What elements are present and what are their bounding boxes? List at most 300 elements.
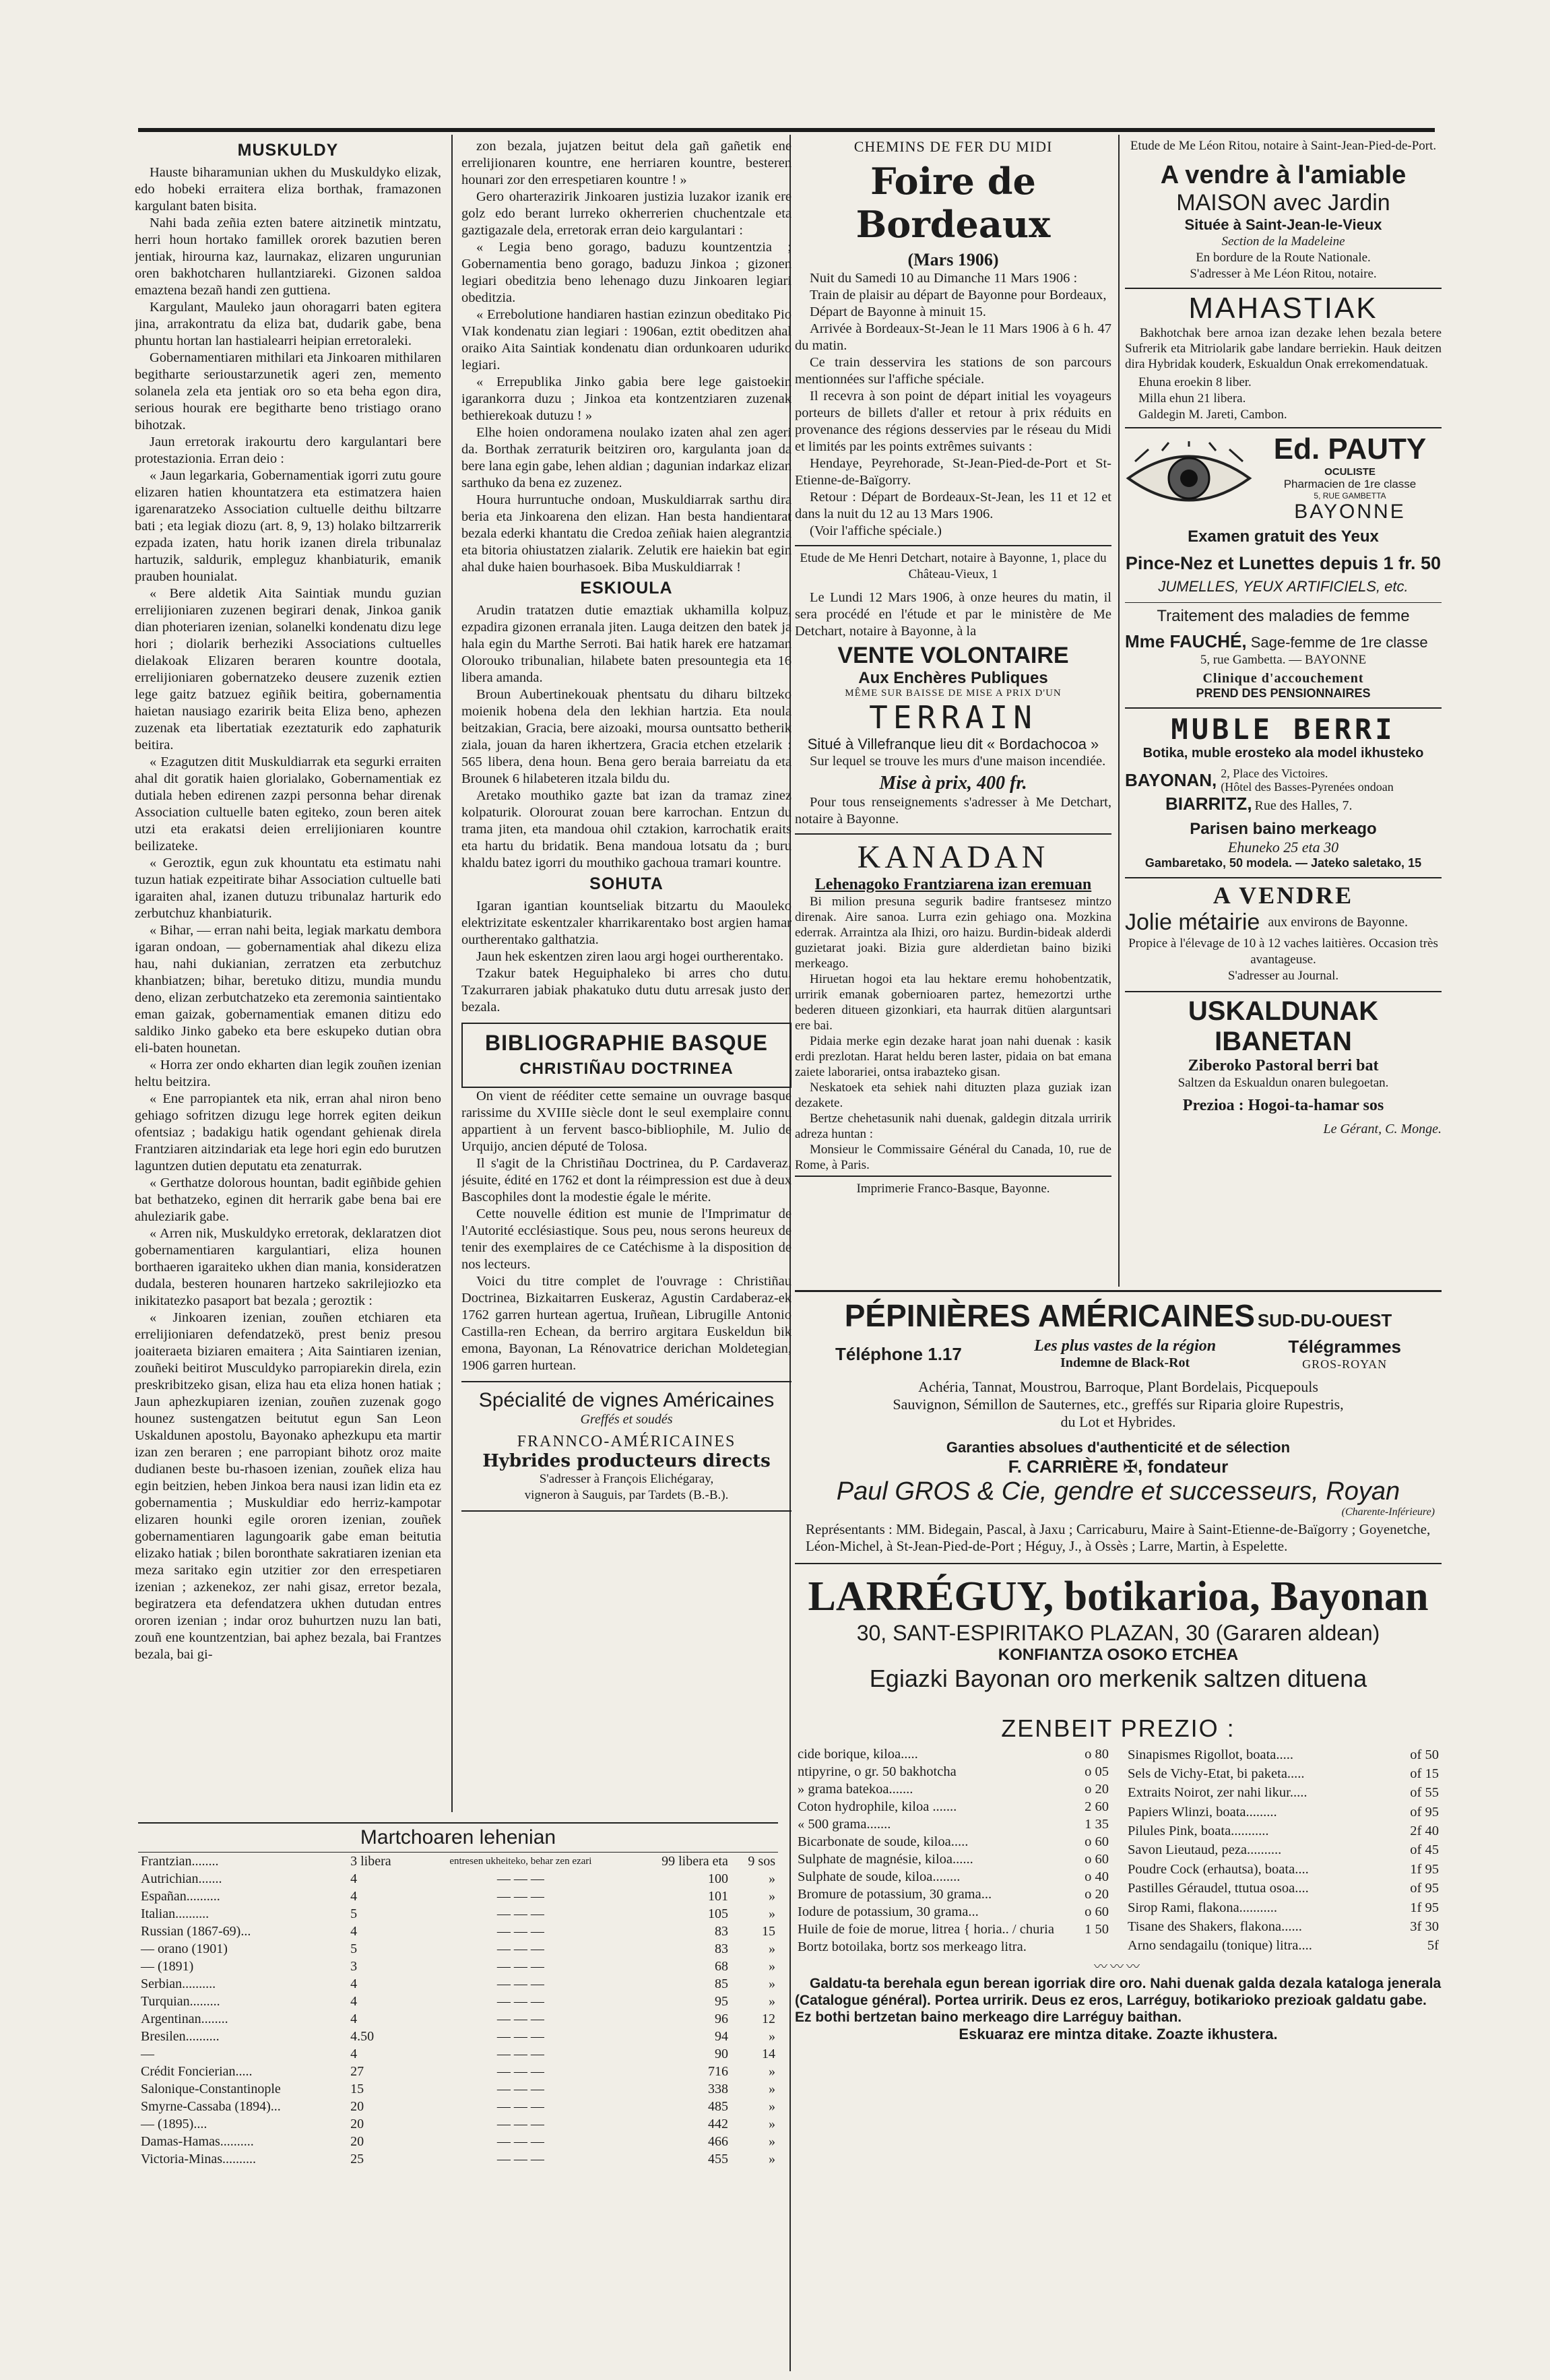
bourse-cell: 101: [707, 1888, 728, 1904]
kanadan-title: KANADAN: [857, 839, 1050, 875]
paragraph: « Arren nik, Muskuldyko erretorak, deklaratzen diot gobernamentiaren kargulantiari, eliza hounen borthaeren igaraiteko ukhen dian mania, konsideratzen dudala, besteren hounaren hartzeko sakrilejiozko eta inikitatezko pasaport bat bezala ; geroztik :: [135, 1226, 441, 1308]
paragraph: Neskatoek eta sehiek nahi dituzten plaza guziak izan dezakete.: [795, 1081, 1111, 1110]
gros-royan: GROS-ROYAN: [1302, 1357, 1388, 1371]
paragraph: Broun Aubertinekouak phentsatu du diharu biltzeko moienik hobena dela den lekhian hartzia. Eta noula beitzakian, Gracia, bere aizoaki, moursa ountsatto betherik ziala, jouan da haren ikhertzera, Gracia etchen etzelarik : 565 libera, dena houn. Bena gero beraia barreiatu da eta Brounek 6 hilabeteren itzala bildu du.: [461, 687, 792, 786]
paragraph: Cette nouvelle édition est munie de l'Imprimatur de l'Autorité ecclésiastique. Sous peu, nous serons heureux de tenir des exemplaires de ce Catéchisme à la disposition de nos lecteurs.: [461, 1207, 792, 1272]
bourse-cell: — orano (1901): [141, 1941, 228, 1956]
bourse-cell: 99 libera eta: [661, 1853, 728, 1869]
price-value: [1079, 1938, 1111, 1956]
bourse-row: [138, 2150, 778, 2168]
paragraph: « Legia beno gorago, baduzu kountzentzia ; Gobernamentia beno gorago, baduzu Jinkoa ; gizonen legiari obeditzia beno lehenago duzu Jinkoaren legiari obeditzia.: [461, 240, 792, 305]
price-value: o 60: [1085, 1851, 1109, 1867]
price-row: [795, 1833, 1111, 1851]
bourse-cell: 4: [350, 1923, 358, 1939]
ad-vignes: [461, 1381, 792, 1512]
bourse-cell: — — —: [496, 2063, 544, 2079]
price-row: [795, 1763, 1111, 1780]
column-muskuldy: [135, 138, 441, 1836]
journal: S'adresser au Journal.: [1227, 969, 1339, 983]
bourse-cell: — (1895)....: [141, 2116, 207, 2131]
mahastiak-line: Galdegin M. Jareti, Cambon.: [1138, 408, 1287, 422]
price-item: Sulphate de soude, kiloa........: [798, 1869, 961, 1884]
bourse-cell: Damas-Hamas..........: [141, 2133, 254, 2149]
gambaretako: Gambaretako, 50 modela. — Jateko saletako, 15: [1144, 856, 1422, 870]
vastes: Les plus vastes de la région: [1034, 1337, 1217, 1355]
carriere: F. CARRIÈRE ✠, fondateur: [1008, 1456, 1229, 1477]
price-row: [795, 1938, 1111, 1956]
rail-body: [795, 270, 1111, 540]
paragraph: Monsieur le Commissaire Général du Canada, 10, rue de Rome, à Paris.: [795, 1143, 1111, 1172]
price-row: [1125, 1745, 1442, 1764]
paragraph: (Voir l'affiche spéciale.): [810, 523, 942, 538]
price-value: of 15: [1410, 1766, 1439, 1782]
bourse-cell: 20: [350, 2116, 364, 2131]
price-row: [1125, 1898, 1442, 1917]
bourse-cell: Españan..........: [141, 1888, 220, 1904]
clinique: Clinique d'accouchement: [1202, 671, 1364, 686]
paragraph: Train de plaisir au départ de Bayonne pour Bordeaux,: [810, 288, 1107, 302]
pauty-pharm: Pharmacien de 1re classe: [1283, 478, 1417, 490]
price-item: Tisane des Shakers, flakona......: [1128, 1919, 1302, 1934]
price-item: Sirop Rami, flakona...........: [1128, 1900, 1278, 1915]
bayonan-label: BAYONAN,: [1125, 769, 1217, 790]
price-row: [1125, 1860, 1442, 1879]
bourse-cell: Argentinan........: [141, 2011, 228, 2026]
bourse-cell: 14: [762, 2046, 775, 2061]
telegrammes: Télégrammes: [1288, 1337, 1401, 1357]
mahastiak-line: Milla ehun 21 libera.: [1138, 391, 1246, 406]
price-list-right: [1125, 1745, 1442, 1956]
bourse-row: [138, 1905, 778, 1923]
price-row: [1125, 1822, 1442, 1840]
paragraph: « Bihar, — erran nahi beita, legiak markatu dembora igaran ondoan, — gobernamentiak ahal dikezu eliza hau, nahi dukianian, zerratzen eta zerbutchuz khanbiatzen; bihar, beretuko ditizu, mundia mundu deno, elizan zerbutchatzeko eta zeremonia saintientako eman gaizak, gobernamentiak emanen ditizu edo saldiko Jinko gabeko eta bere eskupeko dutian obra eli-baten hounetan.: [135, 923, 441, 1056]
pepinieres-info: [795, 1334, 1442, 1374]
bourse-cell: 4: [350, 2011, 358, 2026]
maison: MAISON avec Jardin: [1176, 190, 1390, 216]
bourse-cell: 716: [707, 2063, 728, 2079]
larreguy-konfiantza: KONFIANTZA OSOKO ETCHEA: [998, 1646, 1239, 1664]
paragraph: « Ene parropiantek eta nik, erran ahal niron beno gehiago sofritzen dizugu lege horrek egiten deikun ofentsiaz ; badakigu hatik ogendant gehienak direla Frantziaren aitzindariak eta lege hori egin edo burutzen laguntzen dutien deputatu eta zenaturrak.: [135, 1091, 441, 1173]
bourse-cell: 94: [714, 2028, 728, 2044]
bourse-cell: Italian..........: [141, 1906, 209, 1921]
bourse-cell: —: [141, 2046, 154, 2061]
bourse-cell: 455: [707, 2151, 728, 2166]
paragraph: Jaun erretorak irakourtu dero kargulantari bere protestazionia. Erran deio :: [135, 435, 441, 466]
bourse-cell: »: [769, 1906, 775, 1921]
column-four: [1125, 138, 1442, 1297]
price-value: 2f 40: [1410, 1824, 1439, 1839]
ad-line: FRANNCO-AMÉRICAINES: [517, 1433, 736, 1450]
article-body: [461, 602, 792, 872]
bourse-cell: Crédit Foncierian.....: [141, 2063, 253, 2079]
ritou-head: Etude de Me Léon Ritou, notaire à Saint-Jean-Pied-de-Port.: [1130, 139, 1437, 153]
bourse-rows: [138, 1853, 778, 2168]
bourse-cell: — — —: [496, 1941, 544, 1956]
avendre-ad: [1125, 877, 1442, 984]
zenbeit-title: ZENBEIT PREZIO :: [1001, 1714, 1235, 1742]
paragraph: « Geroztik, egun zuk khountatu eta estimatu nahi tuzun hatiak ezpeitirate bihar Association cultuelle bati igaraiten ahal, izanen dutuzu tribunalaz harturik edo zerbutchuz khanbiaturik.: [135, 856, 441, 921]
bourse-cell: 95: [714, 1993, 728, 2009]
paul-gros: Paul GROS & Cie, gendre et successeurs, Royan: [836, 1477, 1400, 1506]
section-title: BIBLIOGRAPHIE BASQUE: [484, 1031, 769, 1055]
mahastiak-ad: [1125, 288, 1442, 423]
pauty-ad: [1125, 427, 1442, 596]
price-list-left: [795, 1745, 1111, 1956]
eskuarat: Eskuaraz ere mintza ditake. Zoazte ikhustera.: [959, 2026, 1278, 2043]
price-value: 1f 95: [1410, 1900, 1439, 1915]
bourse-cell: 4.50: [350, 2028, 375, 2044]
top-rule: [138, 128, 1435, 132]
bourse-cell: 4: [350, 1976, 358, 1991]
bourse-cell: — — —: [496, 1976, 544, 1991]
bourse-row: [138, 1993, 778, 2010]
telegrammes-block: [1288, 1337, 1401, 1372]
price-row: [795, 1780, 1111, 1798]
ziberoko: Ziberoko Pastoral berri bat: [1188, 1057, 1379, 1074]
paragraph: On vient de rééditer cette semaine un ouvrage basque rarissime du XVIIIe siècle dont le seul exemplaire connu appartient à un fervent basco-bibliophile, M. Julio de Urquijo, ancien député de Tolosa.: [461, 1089, 792, 1154]
bourse-row: [138, 2115, 778, 2133]
column-divider: [1118, 135, 1120, 1287]
paragraph: Gobernamentiaren mithilari eta Jinkoaren mithilaren begitharte serioustarzunetik ageri zen, memento solanela zela eta jentiak oro so eta beha egon dira, serious hourak ere begitharte beno tristiago orano bihotzak.: [135, 350, 441, 432]
situee: Située à Saint-Jean-le-Vieux: [1184, 216, 1382, 233]
paragraph: « Errepublika Jinko gabia bere lege gaistoekin igarankorra duzu ; Jinkoa eta kontzentziaren zuzenak bethierekoak dutuzu ! »: [461, 375, 792, 423]
foire-title: Foire de Bordeaux: [855, 160, 1051, 246]
bourse-cell: 5: [350, 1906, 358, 1921]
price-value: o 20: [1085, 1781, 1109, 1797]
price-value: o 20: [1085, 1886, 1109, 1902]
column-divider: [451, 135, 453, 1812]
price-item: » grama batekoa.......: [798, 1781, 913, 1797]
price-value: 1 50: [1085, 1921, 1109, 1937]
bourse-cell: — — —: [496, 1888, 544, 1904]
price-item: ntipyrine, o gr. 50 bakhotcha: [798, 1764, 957, 1779]
paragraph: Gero oharterazirik Jinkoaren justizia luzakor izanik ere golz edo berant lurreko okherrerien chuchentzale eta gaztigazale dela, erretorak erran deio kargulantari :: [461, 189, 792, 238]
bourse-cell: »: [769, 1976, 775, 1991]
paragraph: Aretako mouthiko gazte bat izan da tramaz zinez kolpaturik. Olorourat zouan bere karrochan. Entzun du trama jiten, eta mandoua ohil cztakion, karrochatik eraits eta hartu du bridatik. Bena mandoua lotsatu da ; buru khaldu batez igorri du mouthiko gachoua tramari kountre.: [461, 788, 792, 870]
bourse-cell: »: [769, 2116, 775, 2131]
zenbeit-lists: [795, 1745, 1442, 1956]
paragraph: Départ de Bayonne à minuit 15.: [810, 304, 986, 319]
propice: Propice à l'élevage de 10 à 12 vaches laitières. Occasion très avantageuse.: [1128, 936, 1438, 967]
bourse-cell: »: [769, 2081, 775, 2096]
parisen: Parisen baino merkeago: [1190, 820, 1377, 838]
price-value: o 60: [1085, 1834, 1109, 1849]
eye-icon: [1125, 441, 1253, 515]
price-item: Sinapismes Rigollot, boata.....: [1128, 1747, 1293, 1762]
bourse-cell: — — —: [496, 2133, 544, 2149]
price-item: Pastilles Géraudel, ttutua osoa....: [1128, 1881, 1309, 1896]
kanadan-subtitle: Lehenagoko Frantziarena izan eremuan: [814, 876, 1092, 893]
paragraph: « Jaun legarkaria, Gobernamentiak igorri zutu goure elizaren hatien khountatzera eta estimatzera haien igarenaratzeko Association cultuelle deithu biltzarre bati ; eta legiak diozu (art. 8, 9, 13) holako biltzarrerik ezpada izaten, hatu horik izanen direla tribunalaz hartuzik, saldurik, empleguz khanbiaturik, emanik prauben hounialat.: [135, 468, 441, 584]
price-row: [795, 1921, 1111, 1938]
paragraph: zon bezala, jujatzen beitut dela gañ gañetik ene errelijionaren kountre, ene herriaren kountre, besteren hounari zor den errespetiaren kountre ! »: [461, 139, 792, 187]
bourse-cell: Smyrne-Cassaba (1894)...: [141, 2098, 281, 2114]
jolie-line: [1125, 909, 1442, 936]
price-item: Huile de foie de morue, litrea { horia.. / churia: [798, 1921, 1054, 1937]
jolie: Jolie métairie: [1125, 909, 1260, 935]
vente-note: MÊME SUR BAISSE DE MISE A PRIX D'UN: [845, 688, 1062, 699]
bourse-row: [138, 1870, 778, 1888]
foire-subtitle: (Mars 1906): [907, 250, 999, 269]
price-item: Savon Lieutaud, peza..........: [1128, 1842, 1282, 1858]
bourse-cell: — — —: [496, 2046, 544, 2061]
terrain-contact: Pour tous renseignements s'adresser à Me Detchart, notaire à Bayonne.: [795, 795, 1111, 827]
bourse-cell: 466: [707, 2133, 728, 2149]
article-title: MUSKULDY: [237, 141, 339, 160]
paragraph: Il recevra à son point de départ initial les voyageurs porteurs de billets d'aller et retour à prix réduits en provenance des régions desservies par le réseau du Midi et limités par les points extrêmes suivants :: [795, 389, 1111, 454]
bibliographie-box: [461, 1023, 792, 1088]
larreguy-egiazki: Egiazki Bayonan oro merkenik saltzen dituena: [869, 1665, 1367, 1692]
muble-bayonan: [1125, 767, 1442, 794]
bourse-cell: »: [769, 2151, 775, 2166]
fauche-name: Mme FAUCHÉ,: [1125, 631, 1247, 651]
bourse-cell: 20: [350, 2098, 364, 2114]
price-item: Bortz botoilaka, bortz sos merkeago litra.: [798, 1939, 1027, 1954]
paragraph: « Errebolutione handiaren hastian ezinzun obeditako Pio VIak kondenatu zian legiari : 1906an, eztit obeditzen ahal oraiko Aita Saintiak kondenatu dian ordunkoaren uduriko legiari.: [461, 307, 792, 373]
mahastiak-title: MAHASTIAK: [1188, 292, 1378, 325]
pauty-role: OCULISTE: [1324, 466, 1376, 478]
traitement: Traitement des maladies de femme: [1157, 607, 1410, 625]
bourse-cell: 442: [707, 2116, 728, 2131]
bourse-cell: »: [769, 2133, 775, 2149]
bourse-row: [138, 1940, 778, 1958]
price-row: [1125, 1803, 1442, 1822]
paragraph: Hiruetan hogoi eta lau hektare eremu hohobentzatik, urririk emanak gobernioaren partez, hemezortzi urthe bederen ditueen gizonkiari, eta haurrak ditüen alarguntsari ere bai.: [795, 972, 1111, 1033]
bourse-cell: 100: [707, 1871, 728, 1886]
paragraph: Kargulant, Mauleko jaun ohoragarri baten egitera jina, arrakontratu da eliza bat, dudarik gabe, bena phuntu hortan lan hastialearri heipian erretoraleki.: [135, 300, 441, 348]
avendre-title: A VENDRE: [1213, 882, 1354, 909]
muble-biarritz: [1125, 794, 1442, 814]
price-value: 2 60: [1085, 1799, 1109, 1814]
bourse-cell: »: [769, 2063, 775, 2079]
paragraph: Ce train desservira les stations de son parcours mentionnées sur l'affiche spéciale.: [795, 355, 1111, 387]
bourse-cell: — — —: [496, 2098, 544, 2114]
mahastiak-body: Bakhotchak bere arnoa izan dezake lehen bezala betere Sufrerik eta Mitriolarik gabe landare berriekin. Hauk deitzen dira Hybridak kouderk, Eskualdun Onak errekomendatuak.: [1125, 326, 1442, 371]
bourse-cell: 4: [350, 2046, 358, 2061]
paragraph: Nahi bada zeñia ezten batere aitzinetik mintzatu, herri houn hortako famillek ororek bazutien beren jentiak, hirourna kaz, laurnakaz, elizaren ungurunian oren bakhotcharen hullantziareki. Gizonen saldoa emaztena bezañ handi zen guttiena.: [135, 216, 441, 298]
bourse-cell: 96: [714, 2011, 728, 2026]
bayonan-addr1: 2, Place des Victoires.: [1221, 767, 1328, 780]
bourse-row: [138, 1888, 778, 1905]
pensionnaires: PREND DES PENSIONNAIRES: [1196, 686, 1371, 700]
price-item: Poudre Cock (erhautsa), boata....: [1128, 1861, 1309, 1877]
bourse-cell: Autrichian.......: [141, 1871, 222, 1886]
ad-line: Hybrides producteurs directs: [482, 1451, 771, 1471]
price-row: [795, 1903, 1111, 1921]
paragraph: Nuit du Samedi 10 au Dimanche 11 Mars 1906 :: [810, 271, 1078, 286]
adresser: S'adresser à Me Léon Ritou, notaire.: [1190, 267, 1377, 281]
bourse-row: [138, 1958, 778, 1975]
price-value: o 05: [1085, 1764, 1109, 1779]
bourse-row: [138, 1853, 778, 1870]
bourse-cell: »: [769, 1871, 775, 1886]
garanties: Garanties absolues d'authenticité et de sélection: [946, 1439, 1291, 1456]
saltzen: Saltzen da Eskualdun onaren bulegoetan.: [1177, 1076, 1389, 1090]
price-row: [795, 1886, 1111, 1903]
larreguy-addr: 30, SANT-ESPIRITAKO PLAZAN, 30 (Gararen aldean): [856, 1621, 1380, 1645]
bourse-cell: 20: [350, 2133, 364, 2149]
paragraph: Hauste biharamunian ukhen du Muskuldyko elizak, edo hobeki erraitera eliza borthak, framazonen kargulant baten bisita.: [135, 165, 441, 214]
notice-body: Le Lundi 12 Mars 1906, à onze heures du matin, il sera procédé en l'étude et par le ministère de Me Detchart, notaire à Bayonne, à la: [795, 590, 1111, 639]
bourse-cell: — — —: [496, 2116, 544, 2131]
detchart-notice: [795, 545, 1111, 828]
pauty-city: BAYONNE: [1294, 501, 1406, 523]
bourse-row: [138, 2063, 778, 2080]
price-item: Arno sendagailu (tonique) litra....: [1128, 1938, 1312, 1954]
price-value: of 45: [1410, 1842, 1439, 1858]
biarritz-label: BIARRITZ,: [1165, 794, 1252, 814]
article-body: [135, 164, 441, 1663]
pauty-name: Ed. PAUTY: [1273, 432, 1427, 465]
galdatu: Galdatu-ta berehala egun berean igorriak dire oro. Nahi duenak galda dezala kataloga jenerala (Catalogue général). Portea urririk. Deus ez eros, Larréguy, botikarioko prezioak galdatu gabe. Ez bothi bertzetan baino merkeago dire Larréguy baithan.: [795, 1976, 1442, 2025]
terrain-title: TERRAIN: [869, 699, 1037, 736]
price-item: cide borique, kiloa.....: [798, 1746, 918, 1762]
larreguy-ad: [795, 1573, 1442, 1693]
price-value: o 60: [1085, 1904, 1109, 1919]
bourse-cell: Bresilen..........: [141, 2028, 220, 2044]
ornament: 〰〰〰: [1094, 1960, 1142, 1974]
price-item: Bromure de potassium, 30 grama...: [798, 1886, 992, 1902]
bourse-cell: 12: [762, 2011, 775, 2026]
price-item: Sels de Vichy-Etat, bi paketa.....: [1128, 1766, 1305, 1782]
bourse-cell: — — —: [496, 2028, 544, 2044]
bourse-cell: entresen ukheiteko, behar zen ezari: [449, 1855, 592, 1867]
price-row: [795, 1798, 1111, 1815]
bourse-cell: 3: [350, 1958, 358, 1974]
price-value: 5f: [1427, 1938, 1439, 1954]
bourse-cell: — — —: [496, 1958, 544, 1974]
bourse-cell: »: [769, 1993, 775, 2009]
bourse-cell: Frantzian........: [141, 1853, 219, 1869]
vendre-title: A vendre à l'amiable: [1160, 161, 1407, 189]
bourse-cell: 3 libera: [350, 1853, 391, 1869]
price-item: Bicarbonate de soude, kiloa.....: [798, 1834, 969, 1849]
price-row: [1125, 1841, 1442, 1860]
paragraph: Arrivée à Bordeaux-St-Jean le 11 Mars 1906 à 6 h. 47 du matin.: [795, 321, 1111, 353]
bourse-cell: 485: [707, 2098, 728, 2114]
price-row: [1125, 1879, 1442, 1898]
price-item: « 500 grama.......: [798, 1816, 891, 1832]
kanadan-notice: [795, 833, 1111, 1173]
paragraph: Bertze chehetasunik nahi duenak, galdegin ditzala urririk adreza huntan :: [795, 1112, 1111, 1141]
bourse-cell: — — —: [496, 1923, 544, 1939]
charente: (Charente-Inférieure): [1341, 1506, 1435, 1518]
bourse-table: [138, 1822, 778, 2168]
bourse-cell: 27: [350, 2063, 364, 2079]
bourse-cell: 90: [714, 2046, 728, 2061]
bourse-row: [138, 2010, 778, 2028]
indemne: Indemne de Black-Rot: [1060, 1355, 1190, 1370]
bordure: En bordure de la Route Nationale.: [1196, 251, 1371, 265]
section-subtitle: CHRISTIÑAU DOCTRINEA: [519, 1060, 734, 1078]
biarritz-addr: Rue des Halles, 7.: [1254, 798, 1353, 813]
price-value: o 40: [1085, 1869, 1109, 1884]
article-body: [461, 898, 792, 1016]
pepinieres-ad: [795, 1290, 1442, 1564]
kanadan-body: [795, 894, 1111, 1173]
bourse-cell: 25: [350, 2151, 364, 2166]
muble-ad: [1125, 707, 1442, 870]
bourse-cell: 15: [762, 1923, 775, 1939]
price-row: [1125, 1784, 1442, 1803]
vente-title: VENTE VOLONTAIRE: [837, 643, 1069, 668]
price-item: Iodure de potassium, 30 grama...: [798, 1904, 979, 1919]
price-item: Coton hydrophile, kiloa .......: [798, 1799, 957, 1814]
bourse-cell: Serbian..........: [141, 1976, 216, 1991]
price-row: [795, 1851, 1111, 1868]
bourse-row: [138, 1923, 778, 1940]
price-value: of 95: [1410, 1881, 1439, 1896]
terrain-desc: Sur lequel se trouve les murs d'une maison incendiée.: [810, 754, 1106, 769]
mise-a-prix: Mise à prix, 400 fr.: [879, 773, 1027, 794]
vastes-block: [1034, 1337, 1216, 1371]
paragraph: Jaun hek eskentzen ziren laou argi hogei ourtherentako.: [476, 949, 784, 964]
price-value: o 80: [1085, 1746, 1109, 1762]
representants: Représentants : MM. Bidegain, Pascal, à Jaxu ; Carricaburu, Maire à Saint-Etienne-de-Baïgorry ; Goyenetche, Léon-Michel, à St-Jean-Pied-de-Port ; Héguy, J., à Ossès ; Larre, Martin, à Espelette.: [806, 1521, 1431, 1554]
paragraph: Igaran igantian kountseliak bitzartu du Maouleko elektrizitate eskentzaler kharrikarentako bost argien hamar ourtherentako galthatzia.: [461, 899, 792, 947]
uskaldunak-title: USKALDUNAK IBANETAN: [1188, 996, 1379, 1056]
bourse-cell: 83: [714, 1941, 728, 1956]
bourse-title: Martchoaren lehenian: [138, 1822, 778, 1853]
bourse-cell: 5: [350, 1941, 358, 1956]
price-value: of 95: [1410, 1804, 1439, 1820]
bourse-cell: 9 sos: [748, 1853, 775, 1869]
pauty-addr: 5, RUE GAMBETTA: [1314, 491, 1386, 501]
fauche-line: [1125, 631, 1442, 652]
price-row: [795, 1745, 1111, 1763]
bourse-cell: — — —: [496, 1906, 544, 1921]
price-row: [795, 1815, 1111, 1833]
paragraph: « Gerthatze dolorous hountan, badit egiñbide gehien bat bethatzeko, eginen dit herrarik gabe bena bai ere ahuleziarik gabe.: [135, 1176, 441, 1224]
ad-subtitle: Greffés et soudés: [580, 1412, 673, 1427]
price-value: of 50: [1410, 1747, 1439, 1762]
muble-sub: Botika, muble erosteko ala model ikhusteko: [1142, 746, 1424, 761]
section-title: SOHUTA: [589, 874, 664, 893]
fauche-addr: 5, rue Gambetta. — BAYONNE: [1200, 653, 1367, 667]
bourse-cell: — (1891): [141, 1958, 194, 1974]
bourse-cell: Victoria-Minas..........: [141, 2151, 256, 2166]
bourse-cell: 85: [714, 1976, 728, 1991]
article-body: [461, 138, 792, 576]
bourse-cell: »: [769, 2098, 775, 2114]
bourse-cell: 105: [707, 1906, 728, 1921]
uskaldunak-ad: [1125, 991, 1442, 1137]
jolie-env: aux environs de Bayonne.: [1268, 915, 1409, 930]
bourse-cell: 4: [350, 1888, 358, 1904]
paragraph: Houra hurruntuche ondoan, Muskuldiarrak sarthu dira beria eta Jinkoarena den elizan. Han besta handientarat bezala ederki khantatu die Credoa zeñiak haien alegrantzia eta bitoria ohiustatzen zialarik. Zelutik ere haiekin bat egin ahal duke haien bourhasoek. Biba Muskuldiarrak !: [461, 492, 792, 575]
terrain-location: Situé à Villefranque lieu dit « Bordachocoa »: [807, 736, 1099, 752]
bourse-cell: — — —: [496, 2151, 544, 2166]
paragraph: « Bere aldetik Aita Saintiak mundu guzian errelijioniaren zuzenen begirari denak, Jinkoa ganik dian photeriaren izenian, solanelki kondenatu dizu lege hori ; diolarik berheziki Associations cultuelles dielakoak Elizaren beraren kountre dootala, errelijioniaren gobernatzeko deusere zuzenik eztien lege gaitz batzuez egiñik beitira, gobernamentia haietan nausiago ezaririk beita Eliza beno, aphezen zuzenak eta libertatiak ezeztaturik edo zaphaturik beitira.: [135, 586, 441, 752]
telephone: Téléphone 1.17: [835, 1343, 962, 1364]
bourse-cell: — — —: [496, 2081, 544, 2096]
gerant: Le Gérant, C. Monge.: [1323, 1122, 1442, 1136]
paragraph: Voici du titre complet de l'ouvrage : Christiñau Doctrinea, Bizkaitarren Euskeraz, Agustin Cardaberaz-ek 1762 garren hurtean agertua, Iruñean, Librugille Antonio Castilla-ren Echean, da berriro argitara Euskeldun bik emona, Bayonan, La Rénovatrice derichan Moldetegian, 1906 garren hurtean.: [461, 1274, 792, 1373]
bayonan-addr: [1221, 767, 1393, 794]
bourse-cell: »: [769, 1941, 775, 1956]
paragraph: Retour : Départ de Bordeaux-St-Jean, les 11 et 12 et dans la nuit du 12 au 13 Mars 1906.: [795, 490, 1111, 521]
article-body: [461, 1088, 792, 1374]
paragraph: Elhe hoien ondoramena noulako izaten ahal zen ageri da. Borthak zerraturik beitziren oro, kargulanta joan da bere lana egin gabe, lehen aldian ; dagunian indarkaz elizan sarthuko da bena ez zuzenez.: [461, 425, 792, 490]
paragraph: Tzakur batek Heguiphaleko bi arres cho dutu. Tzakurraren jabiak phakatuko dutu dutu arresak justo den bezala.: [461, 966, 792, 1015]
price-value: of 55: [1410, 1785, 1439, 1801]
bourse-cell: 4: [350, 1993, 358, 2009]
paragraph: « Ezagutzen ditit Muskuldiarrak eta segurki erraiten ahal dit goratik haien glorialako, Gobernamentiak ez dutiala heben edirenen zazpi personna behar direnak Association cultuelle baten egiteko, zoun beren aitek utzi eta erakatsi deien errelijioniaren kountre beilizateke.: [135, 754, 441, 854]
bayonan-addr2: (Hôtel des Basses-Pyrenées ondoan: [1221, 780, 1394, 794]
bourse-row: [138, 2045, 778, 2063]
bourse-cell: 4: [350, 1871, 358, 1886]
prezioa: Prezioa : Hogoi-ta-hamar sos: [1182, 1097, 1384, 1114]
